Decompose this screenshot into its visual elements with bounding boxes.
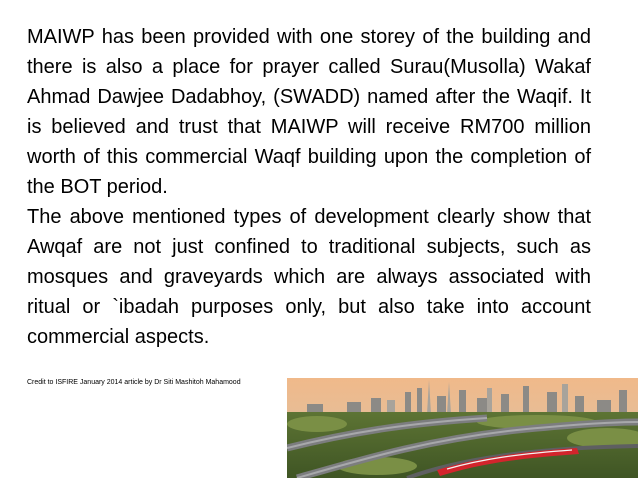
paragraph-maiwp: MAIWP has been provided with one storey of the building and there is also a place for prayer called Surau(Musolla) Wakaf Ahmad Dawjee Dadabhoy, (SWADD) named after the Waqif. It is believed and trust that MAIWP will receive RM700 million worth of this commercial Waqf building upon the completion of the BOT period. [27,26,591,198]
city-skyline-illustration [287,378,638,478]
credit-note: Credit to ISFIRE January 2014 article by Dr Siti Mashitoh Mahamood [27,379,241,386]
paragraph-awqaf: The above mentioned types of development clearly show that Awqaf are not just confined to traditional subjects, such as mosques and graveyards which are always associated with ritual or `ibadah purposes only, but also take into account commercial aspects. [27,206,591,348]
city-skyline-photo [287,378,638,478]
slide-body-text [27,22,591,352]
